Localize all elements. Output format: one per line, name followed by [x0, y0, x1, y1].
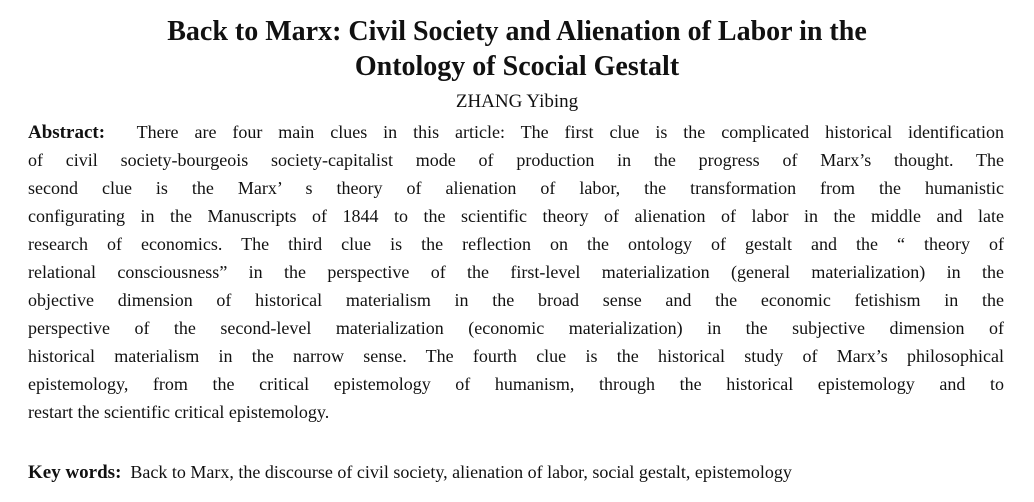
title-line-1: Back to Marx: Civil Society and Alienation of Labor in the — [167, 16, 867, 47]
abstract-line: restart the scientific critical epistemology. — [28, 402, 330, 422]
abstract-text: There are four main clues in this article: The first clue is the complicated historical identification — [136, 122, 1004, 142]
author-name: ZHANG Yibing — [455, 91, 579, 112]
abstract-line: second clue is the Marx’ s theory of alienation of labor, the transformation from the humanistic — [28, 178, 1004, 198]
abstract-line: objective dimension of historical materialism in the broad sense and the economic fetishism in the — [28, 290, 1004, 310]
keywords-block — [28, 458, 1004, 487]
abstract-line: epistemology, from the critical epistemology of humanism, through the historical epistemology and to — [28, 374, 1004, 394]
abstract-line: of civil society-bourgeois society-capitalist mode of production in the progress of Marx’s thought. The — [28, 150, 1004, 170]
abstract-line: historical materialism in the narrow sense. The fourth clue is the historical study of Marx’s philosophical — [28, 346, 1004, 366]
abstract-line: perspective of the second-level materialization (economic materialization) in the subjective dimension of — [28, 318, 1004, 338]
abstract-line: relational consciousness” in the perspective of the first-level materialization (general materialization) in the — [28, 262, 1004, 282]
keywords-label: Key words: — [28, 462, 122, 483]
abstract-block — [28, 118, 1004, 426]
title-line-2: Ontology of Scocial Gestalt — [354, 51, 680, 82]
abstract-line — [28, 118, 1004, 146]
paper-title — [0, 14, 1034, 84]
abstract-line: configurating in the Manuscripts of 1844 to the scientific theory of alienation of labor in the middle and late — [28, 206, 1004, 226]
keywords-text: Back to Marx, the discourse of civil society, alienation of labor, social gestalt, epistemology — [130, 462, 792, 482]
abstract-line: research of economics. The third clue is the reflection on the ontology of gestalt and the “ theory of — [28, 234, 1004, 254]
abstract-label: Abstract: — [28, 122, 106, 143]
